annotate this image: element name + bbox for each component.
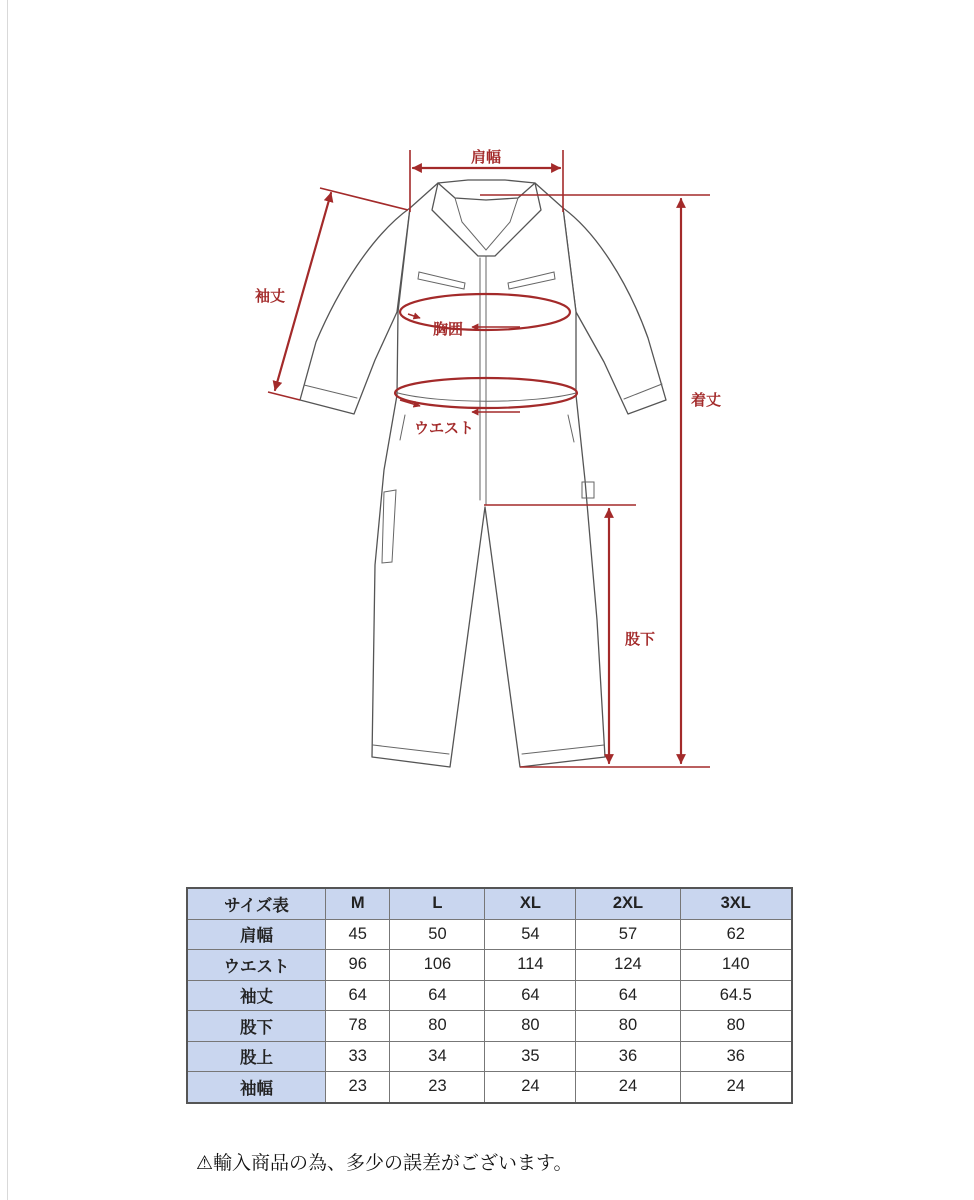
table-cell: 33	[326, 1041, 390, 1072]
table-row	[187, 919, 792, 950]
table-row	[187, 1041, 792, 1072]
row-label: 肩幅	[187, 919, 326, 950]
table-cell: 62	[680, 919, 792, 950]
table-cell: 64	[326, 980, 390, 1011]
size-column-header: XL	[485, 888, 576, 919]
table-cell: 96	[326, 950, 390, 981]
table-cell: 64	[390, 980, 485, 1011]
table-cell: 57	[576, 919, 680, 950]
size-header-row	[187, 888, 792, 919]
table-cell: 80	[576, 1011, 680, 1042]
table-cell: 78	[326, 1011, 390, 1042]
table-row	[187, 1011, 792, 1042]
size-column-header: M	[326, 888, 390, 919]
table-cell: 23	[326, 1072, 390, 1103]
table-cell: 24	[576, 1072, 680, 1103]
coverall-body	[372, 180, 605, 767]
table-cell: 50	[390, 919, 485, 950]
table-cell: 114	[485, 950, 576, 981]
coverall-garment	[300, 180, 666, 767]
row-label: 股下	[187, 1011, 326, 1042]
table-cell: 106	[390, 950, 485, 981]
table-cell: 35	[485, 1041, 576, 1072]
table-cell: 80	[485, 1011, 576, 1042]
table-cell: 140	[680, 950, 792, 981]
table-cell: 34	[390, 1041, 485, 1072]
table-cell: 24	[680, 1072, 792, 1103]
table-cell: 54	[485, 919, 576, 950]
table-row	[187, 1072, 792, 1103]
sleeve-length-label: 袖丈	[254, 287, 286, 305]
row-label: ウエスト	[187, 950, 326, 981]
table-cell: 80	[390, 1011, 485, 1042]
table-cell: 64	[485, 980, 576, 1011]
table-cell: 64.5	[680, 980, 792, 1011]
inseam-label: 股下	[624, 630, 656, 648]
table-cell: 124	[576, 950, 680, 981]
table-row	[187, 950, 792, 981]
disclaimer-note: ⚠輸入商品の為、多少の誤差がございます。	[196, 1152, 573, 1174]
table-cell: 80	[680, 1011, 792, 1042]
size-table-corner: サイズ表	[187, 888, 326, 919]
shoulder-width-label: 肩幅	[470, 148, 502, 166]
total-length-label: 着丈	[690, 391, 722, 409]
size-column-header: L	[390, 888, 485, 919]
table-cell: 24	[485, 1072, 576, 1103]
table-cell: 36	[680, 1041, 792, 1072]
table-cell: 23	[390, 1072, 485, 1103]
size-chart-table	[186, 887, 793, 1104]
right-sleeve	[563, 208, 666, 414]
table-cell: 64	[576, 980, 680, 1011]
chest-label: 胸囲	[432, 320, 464, 338]
table-row	[187, 980, 792, 1011]
table-cell: 45	[326, 919, 390, 950]
table-cell: 36	[576, 1041, 680, 1072]
waist-label: ウエスト	[413, 419, 475, 437]
left-sleeve	[300, 208, 410, 414]
size-column-header: 2XL	[576, 888, 680, 919]
row-label: 袖丈	[187, 980, 326, 1011]
row-label: 股上	[187, 1041, 326, 1072]
row-label: 袖幅	[187, 1072, 326, 1103]
size-column-header: 3XL	[680, 888, 792, 919]
